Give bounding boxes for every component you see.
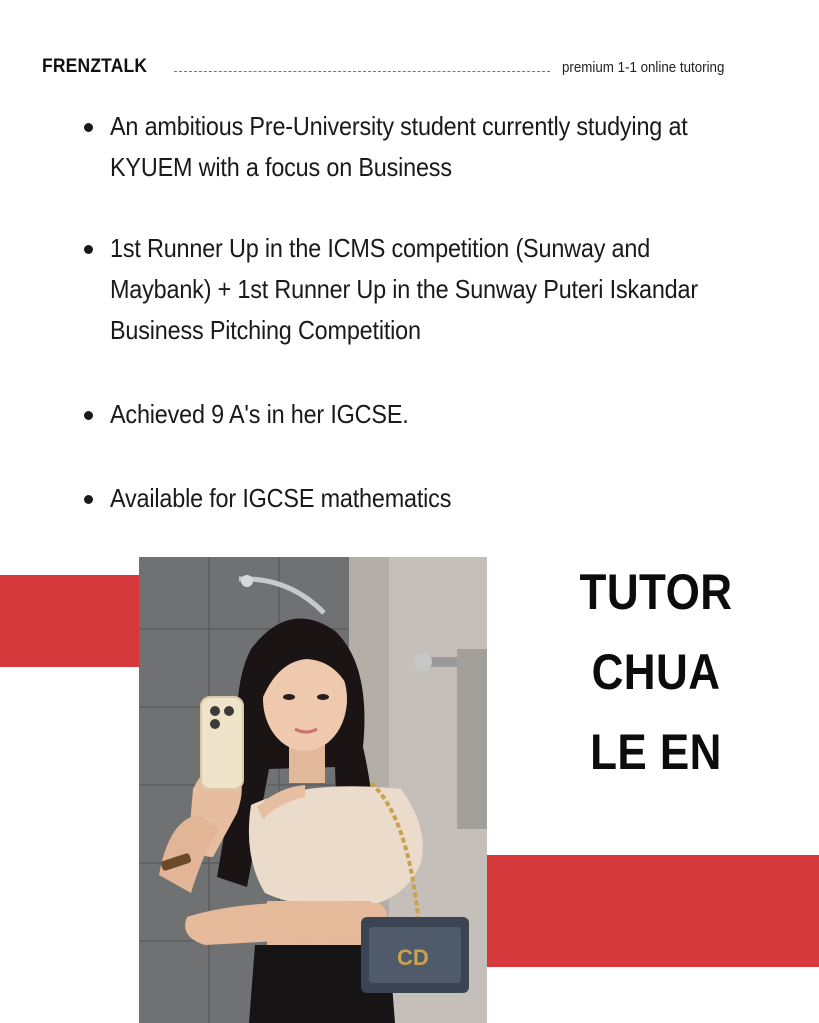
brand-name: FRENZTALK xyxy=(42,56,148,77)
list-item-text: 1st Runner Up in the ICMS competition (Sunway and Maybank) + 1st Runner Up in the Sunway Puteri Iskandar Business Pitching Competition xyxy=(110,233,698,345)
tutor-name-block xyxy=(540,562,772,782)
bullet-dot-icon xyxy=(84,411,93,420)
header xyxy=(42,56,762,84)
list-item xyxy=(84,478,744,519)
tutor-name-line: LE EN xyxy=(590,724,722,780)
list-item xyxy=(84,228,744,351)
header-divider xyxy=(174,71,550,72)
bullet-dot-icon xyxy=(84,495,93,504)
list-item xyxy=(84,394,744,435)
tagline: premium 1-1 online tutoring xyxy=(562,60,725,76)
decorative-red-block-right xyxy=(440,855,819,967)
bullet-dot-icon xyxy=(84,123,93,132)
list-item-text: Achieved 9 A's in her IGCSE. xyxy=(110,399,409,429)
tutor-photo xyxy=(139,557,487,1023)
tutor-title: TUTOR xyxy=(579,564,733,620)
list-item-text: An ambitious Pre-University student currently studying at KYUEM with a focus on Business xyxy=(110,111,688,182)
list-item xyxy=(84,106,744,188)
list-item-text: Available for IGCSE mathematics xyxy=(110,483,452,513)
tutor-name-line: CHUA xyxy=(591,644,721,700)
svg-text:CD: CD xyxy=(397,945,429,970)
bullet-dot-icon xyxy=(84,245,93,254)
